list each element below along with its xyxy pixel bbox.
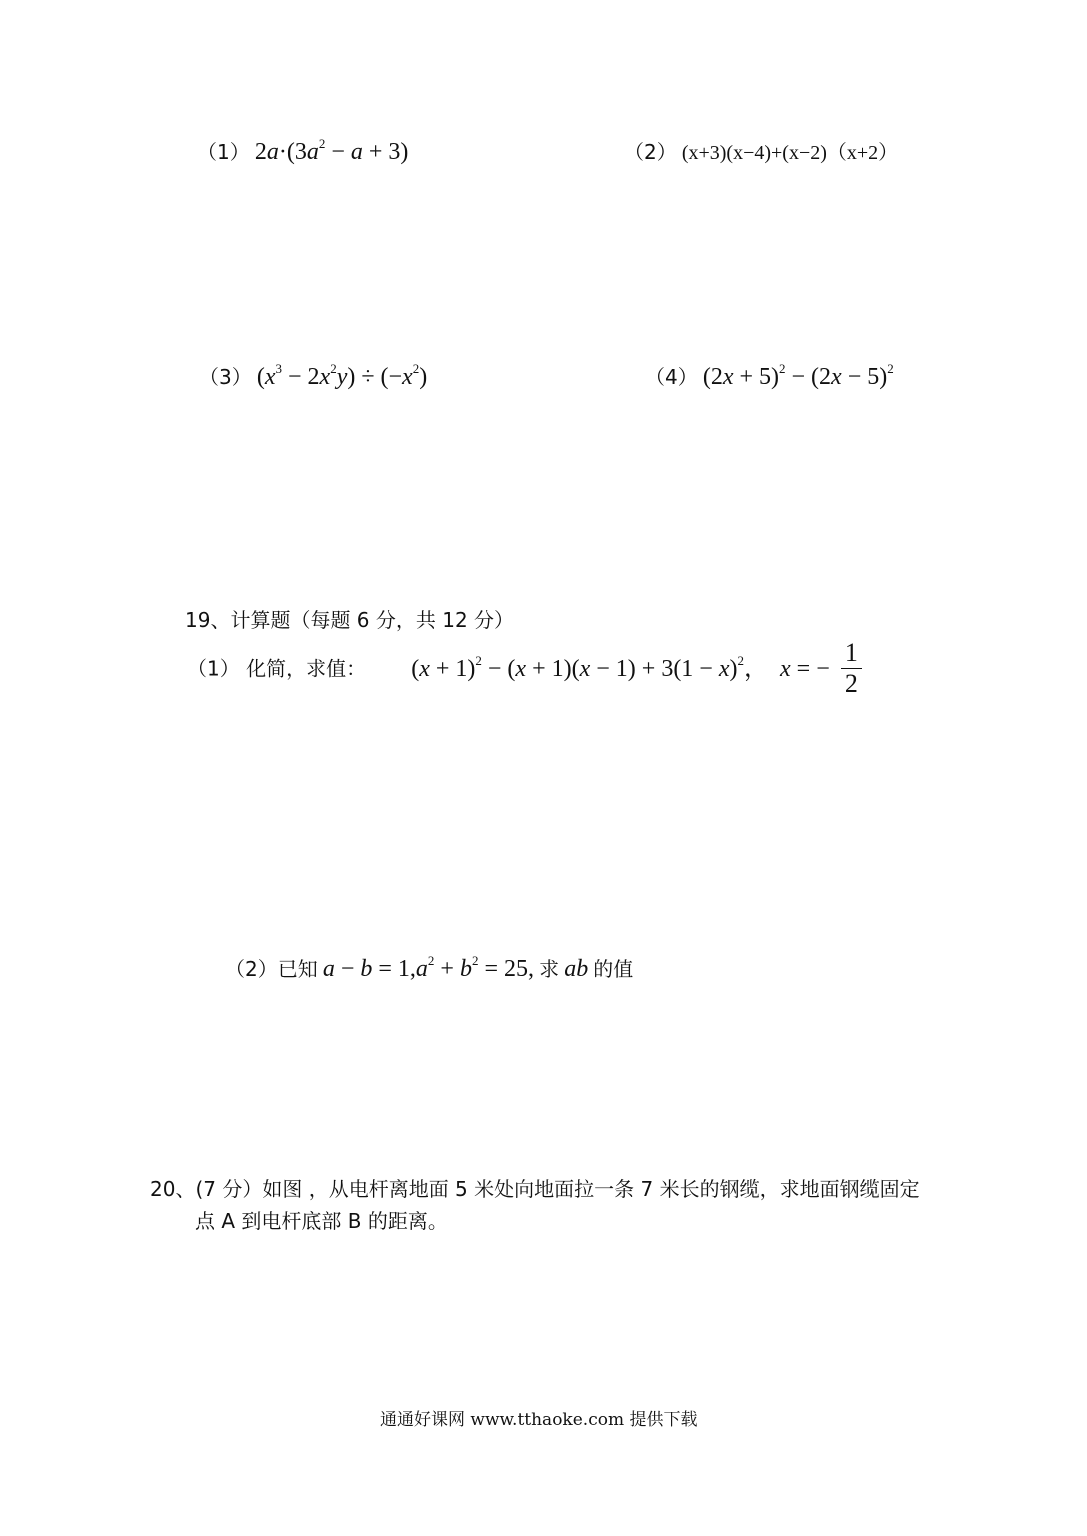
question-19-1 [187,640,862,697]
problem-18-1 [197,136,409,165]
problem-expression: $(x + 1)^2 - (x + 1)(x - 1) + 3(1 - x)^2$， x = − [411,652,830,682]
problem-expression: $a - b = 1,a^2 + b^2 = 25$, [322,953,535,982]
problem-expression: $(x^3 - 2x^2y) \div (-x^2)$ [256,361,428,390]
problem-label: （2）已知 [225,957,318,981]
problem-expression: $(2x + 5)^2 - (2x - 5)^2$ [702,361,894,390]
question-19-heading: 19、计算题（每题 6 分，共 12 分） [185,608,515,632]
problem-label: （1） 化简，求值： [187,656,367,681]
footer-source: 通通好课网 www.tthaoke.com 提供下载 [380,1410,698,1430]
problem-18-2 [624,142,898,163]
problem-18-3 [199,361,428,390]
problem-label: （2） [624,140,677,164]
question-20-line-2: 点 A 到电杆底部 B 的距离。 [195,1209,448,1233]
problem-label: （4） [645,365,698,389]
fraction: $\frac{1}{2}$ [841,640,862,697]
problem-label: （3） [199,365,252,389]
problem-18-4 [645,361,894,390]
problem-expression: $2a\cdot(3a^2 - a + 3)$ [254,136,409,165]
question-20-line-1: 20、(7 分）如图 ，从电杆离地面 5 米处向地面拉一条 7 米长的钢缆，求地面钢缆固定 [150,1177,920,1201]
question-19-2: （2）已知 $a - b = 1,a^2 + b^2 = 25$, 求 ab 的值 [225,953,634,982]
problem-label: （1） [197,140,250,164]
problem-expression: (x+3)(x−4)+(x−2)（x+2） [681,142,899,164]
